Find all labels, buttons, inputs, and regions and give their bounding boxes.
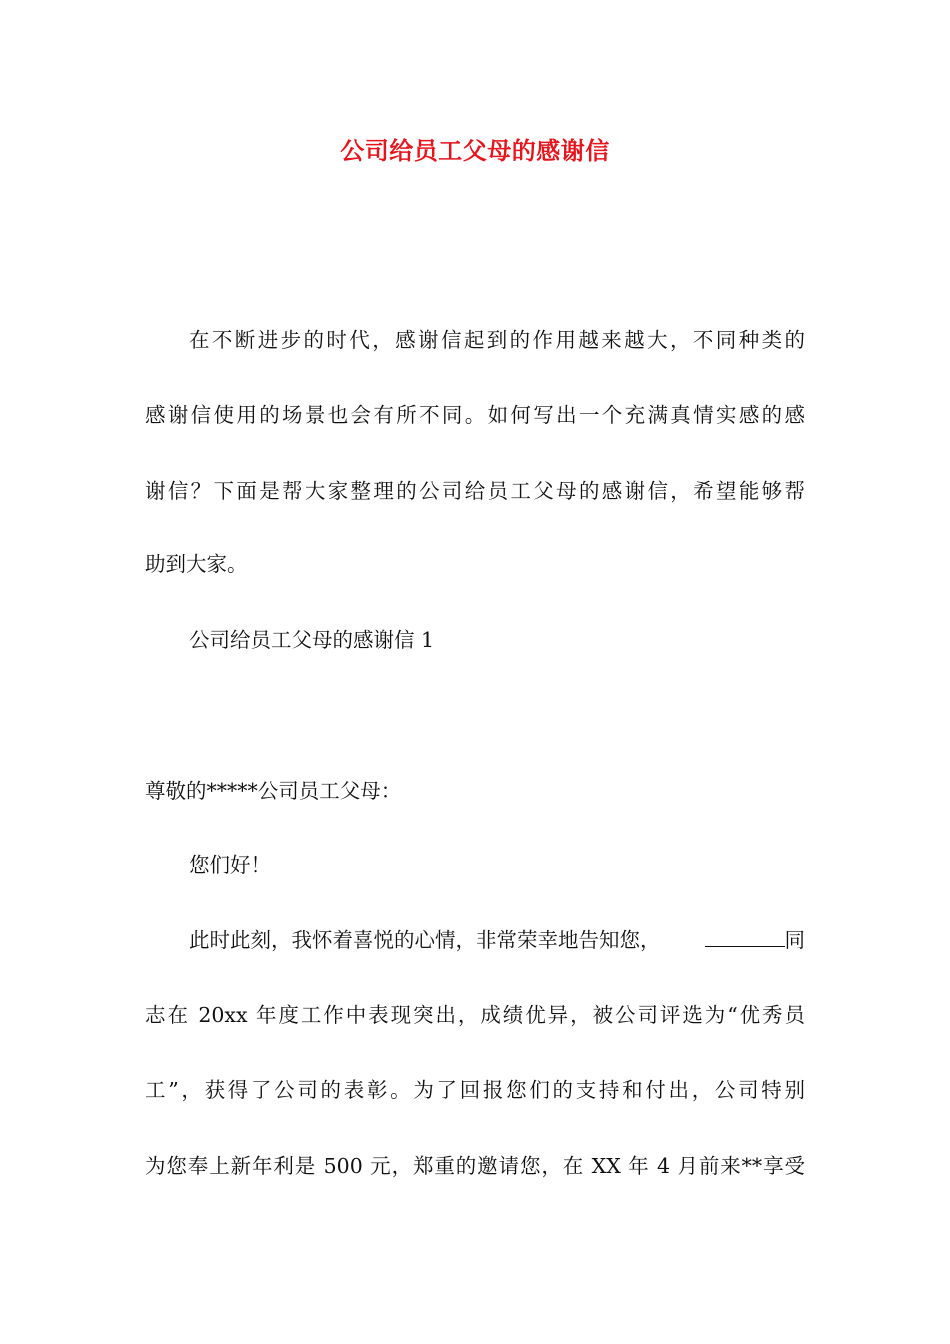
greeting: 您们好！ (189, 853, 271, 877)
body-line-3: 工”，获得了公司的表彰。为了回报您们的支持和付出，公司特别 (145, 1078, 805, 1102)
intro-line-2: 感谢信使用的场景也会有所不同。如何写出一个充满真情实感的感 (145, 403, 805, 427)
section-heading: 公司给员工父母的感谢信 1 (189, 628, 435, 652)
intro-line-3: 谢信？下面是帮大家整理的公司给员工父母的感谢信，希望能够帮 (145, 479, 805, 503)
body-line-2: 志在 20xx 年度工作中表现突出，成绩优异，被公司评选为“优秀员 (145, 1003, 805, 1027)
blank-underline (705, 928, 785, 947)
salutation: 尊敬的*****公司员工父母： (145, 779, 402, 803)
body-line-1-tail: 同 (784, 928, 805, 952)
body-line-1-text: 此时此刻，我怀着喜悦的心情，非常荣幸地告知您， (189, 928, 661, 952)
document-title: 公司给员工父母的感谢信 (340, 137, 610, 165)
intro-line-4: 助到大家。 (145, 552, 248, 576)
body-line-4: 为您奉上新年利是 500 元，郑重的邀请您，在 XX 年 4 月前来**享受 (145, 1154, 805, 1178)
intro-line-1: 在不断进步的时代，感谢信起到的作用越来越大，不同种类的 (189, 328, 805, 352)
body-line-1 (189, 924, 805, 956)
